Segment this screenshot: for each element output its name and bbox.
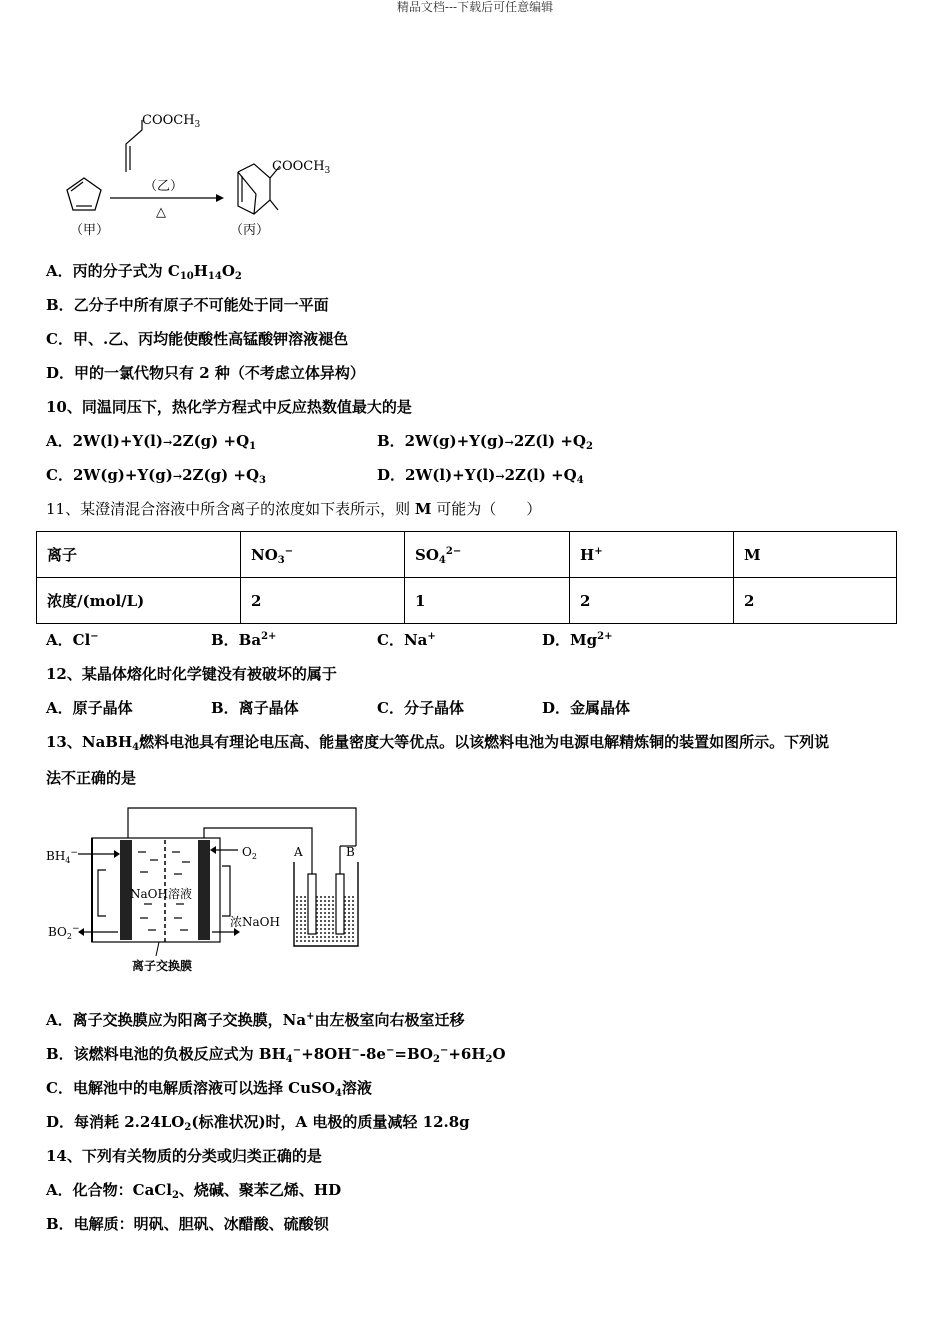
table-cell: $SO_4^{2-}$ xyxy=(405,532,570,578)
bh4-label: $BH_4^-$ xyxy=(46,848,78,865)
q14-option-a: A．化合物：CaCl$_2$、烧碱、聚苯乙烯、HD xyxy=(46,1181,342,1201)
table-cell: H+ xyxy=(570,532,734,578)
q12-option-d: D．金属晶体 xyxy=(542,699,631,717)
table-cell: 1 xyxy=(405,578,570,624)
q12-option-c: C．分子晶体 xyxy=(377,699,464,717)
q10-stem: 10、同温同压下，热化学方程式中反应热数值最大的是 xyxy=(46,398,412,416)
q11-stem: 11、某澄清混合溶液中所含离子的浓度如下表所示，则 M 可能为（ ） xyxy=(46,500,542,518)
q9-option-c: C．甲、.乙、丙均能使酸性高锰酸钾溶液褪色 xyxy=(46,330,349,348)
electrode-a-label: A xyxy=(294,845,303,859)
label-jia: （甲） xyxy=(70,223,110,238)
q13-option-a: A．离子交换膜应为阳离子交换膜，Na+由左极室向右极室迁移 xyxy=(46,1011,465,1029)
q9-option-a: A．丙的分子式为 $C_{10}H_{14}O_2$ xyxy=(46,262,242,282)
electrode-b-label: B xyxy=(346,845,355,859)
table-cell: M xyxy=(734,532,897,578)
label-yi: （乙） xyxy=(144,179,184,194)
reagent-group: $COOCH_3$ xyxy=(142,113,201,130)
table-cell: 浓度/(mol/L) xyxy=(37,578,241,624)
table-cell: 2 xyxy=(241,578,405,624)
q12-option-b: B．离子晶体 xyxy=(211,699,299,717)
q13-option-c: C．电解池中的电解质溶液可以选择 CuSO$_4$溶液 xyxy=(46,1079,372,1099)
membrane-label: 离子交换膜 xyxy=(132,959,193,973)
q10-option-c: C．$2W(g)+Y(g)\to 2Z(g) +Q_3$ xyxy=(46,466,266,486)
q13-option-d: D．每消耗 $2.24LO_2$(标准状况)时，A 电极的质量减轻 12.8g xyxy=(46,1113,470,1133)
reaction-scheme xyxy=(58,100,388,250)
q14-option-b: B．电解质：明矾、胆矾、冰醋酸、硫酸钡 xyxy=(46,1215,329,1233)
q13-stem-line1: 13、NaBH$_4$燃料电池具有理论电压高、能量密度大等优点。以该燃料电池为电源电解精炼铜的装置如图所示。下列说 xyxy=(46,733,830,753)
label-heat: △ xyxy=(156,205,166,220)
q10-option-d: D．$2W(l)+Y(l)\to 2Z(l) +Q_4$ xyxy=(377,466,584,486)
q11-option-c: C．Na+ xyxy=(377,631,436,649)
conc-naoh-label: 浓NaOH xyxy=(230,915,280,929)
o2-label: $O_2$ xyxy=(242,845,257,861)
table-cell: 2 xyxy=(570,578,734,624)
product-group: $COOCH_3$ xyxy=(272,159,331,176)
q11-option-b: B．$Ba^{2+}$ xyxy=(211,631,277,649)
q10-option-b: B．$2W(g)+Y(g)\to 2Z(l) +Q_2$ xyxy=(377,432,593,452)
naoh-solution-label: NaOH溶液 xyxy=(130,887,192,901)
table-row xyxy=(37,578,897,624)
label-bing: （丙） xyxy=(230,223,270,238)
fuel-cell-diagram xyxy=(44,800,374,980)
table-cell: 离子 xyxy=(37,532,241,578)
q12-option-a: A．原子晶体 xyxy=(46,699,133,717)
q13-option-b: B．该燃料电池的负极反应式为 $BH_4^-+8OH^--8e^-=BO_2^-+6H_2O$ xyxy=(46,1045,506,1065)
q9-option-b: B．乙分子中所有原子不可能处于同一平面 xyxy=(46,296,329,314)
table-cell: $NO_3^-$ xyxy=(241,532,405,578)
q14-stem: 14、下列有关物质的分类或归类正确的是 xyxy=(46,1147,322,1165)
page-header: 精品文档---下载后可任意编辑 xyxy=(396,0,554,14)
ion-concentration-table xyxy=(36,531,897,624)
q9-option-d: D．甲的一氯代物只有 2 种（不考虑立体异构） xyxy=(46,364,365,382)
q11-option-a: A．Cl− xyxy=(46,631,99,649)
q10-option-a: A．$2W(l)+Y(l)\to 2Z(g) +Q_1$ xyxy=(46,432,257,452)
q12-stem: 12、某晶体熔化时化学键没有被破坏的属于 xyxy=(46,665,337,683)
q11-option-d: D．$Mg^{2+}$ xyxy=(542,631,613,649)
table-row xyxy=(37,532,897,578)
q13-stem-line2: 法不正确的是 xyxy=(46,769,137,787)
bo2-label: $BO_2^-$ xyxy=(48,924,80,941)
table-cell: 2 xyxy=(734,578,897,624)
